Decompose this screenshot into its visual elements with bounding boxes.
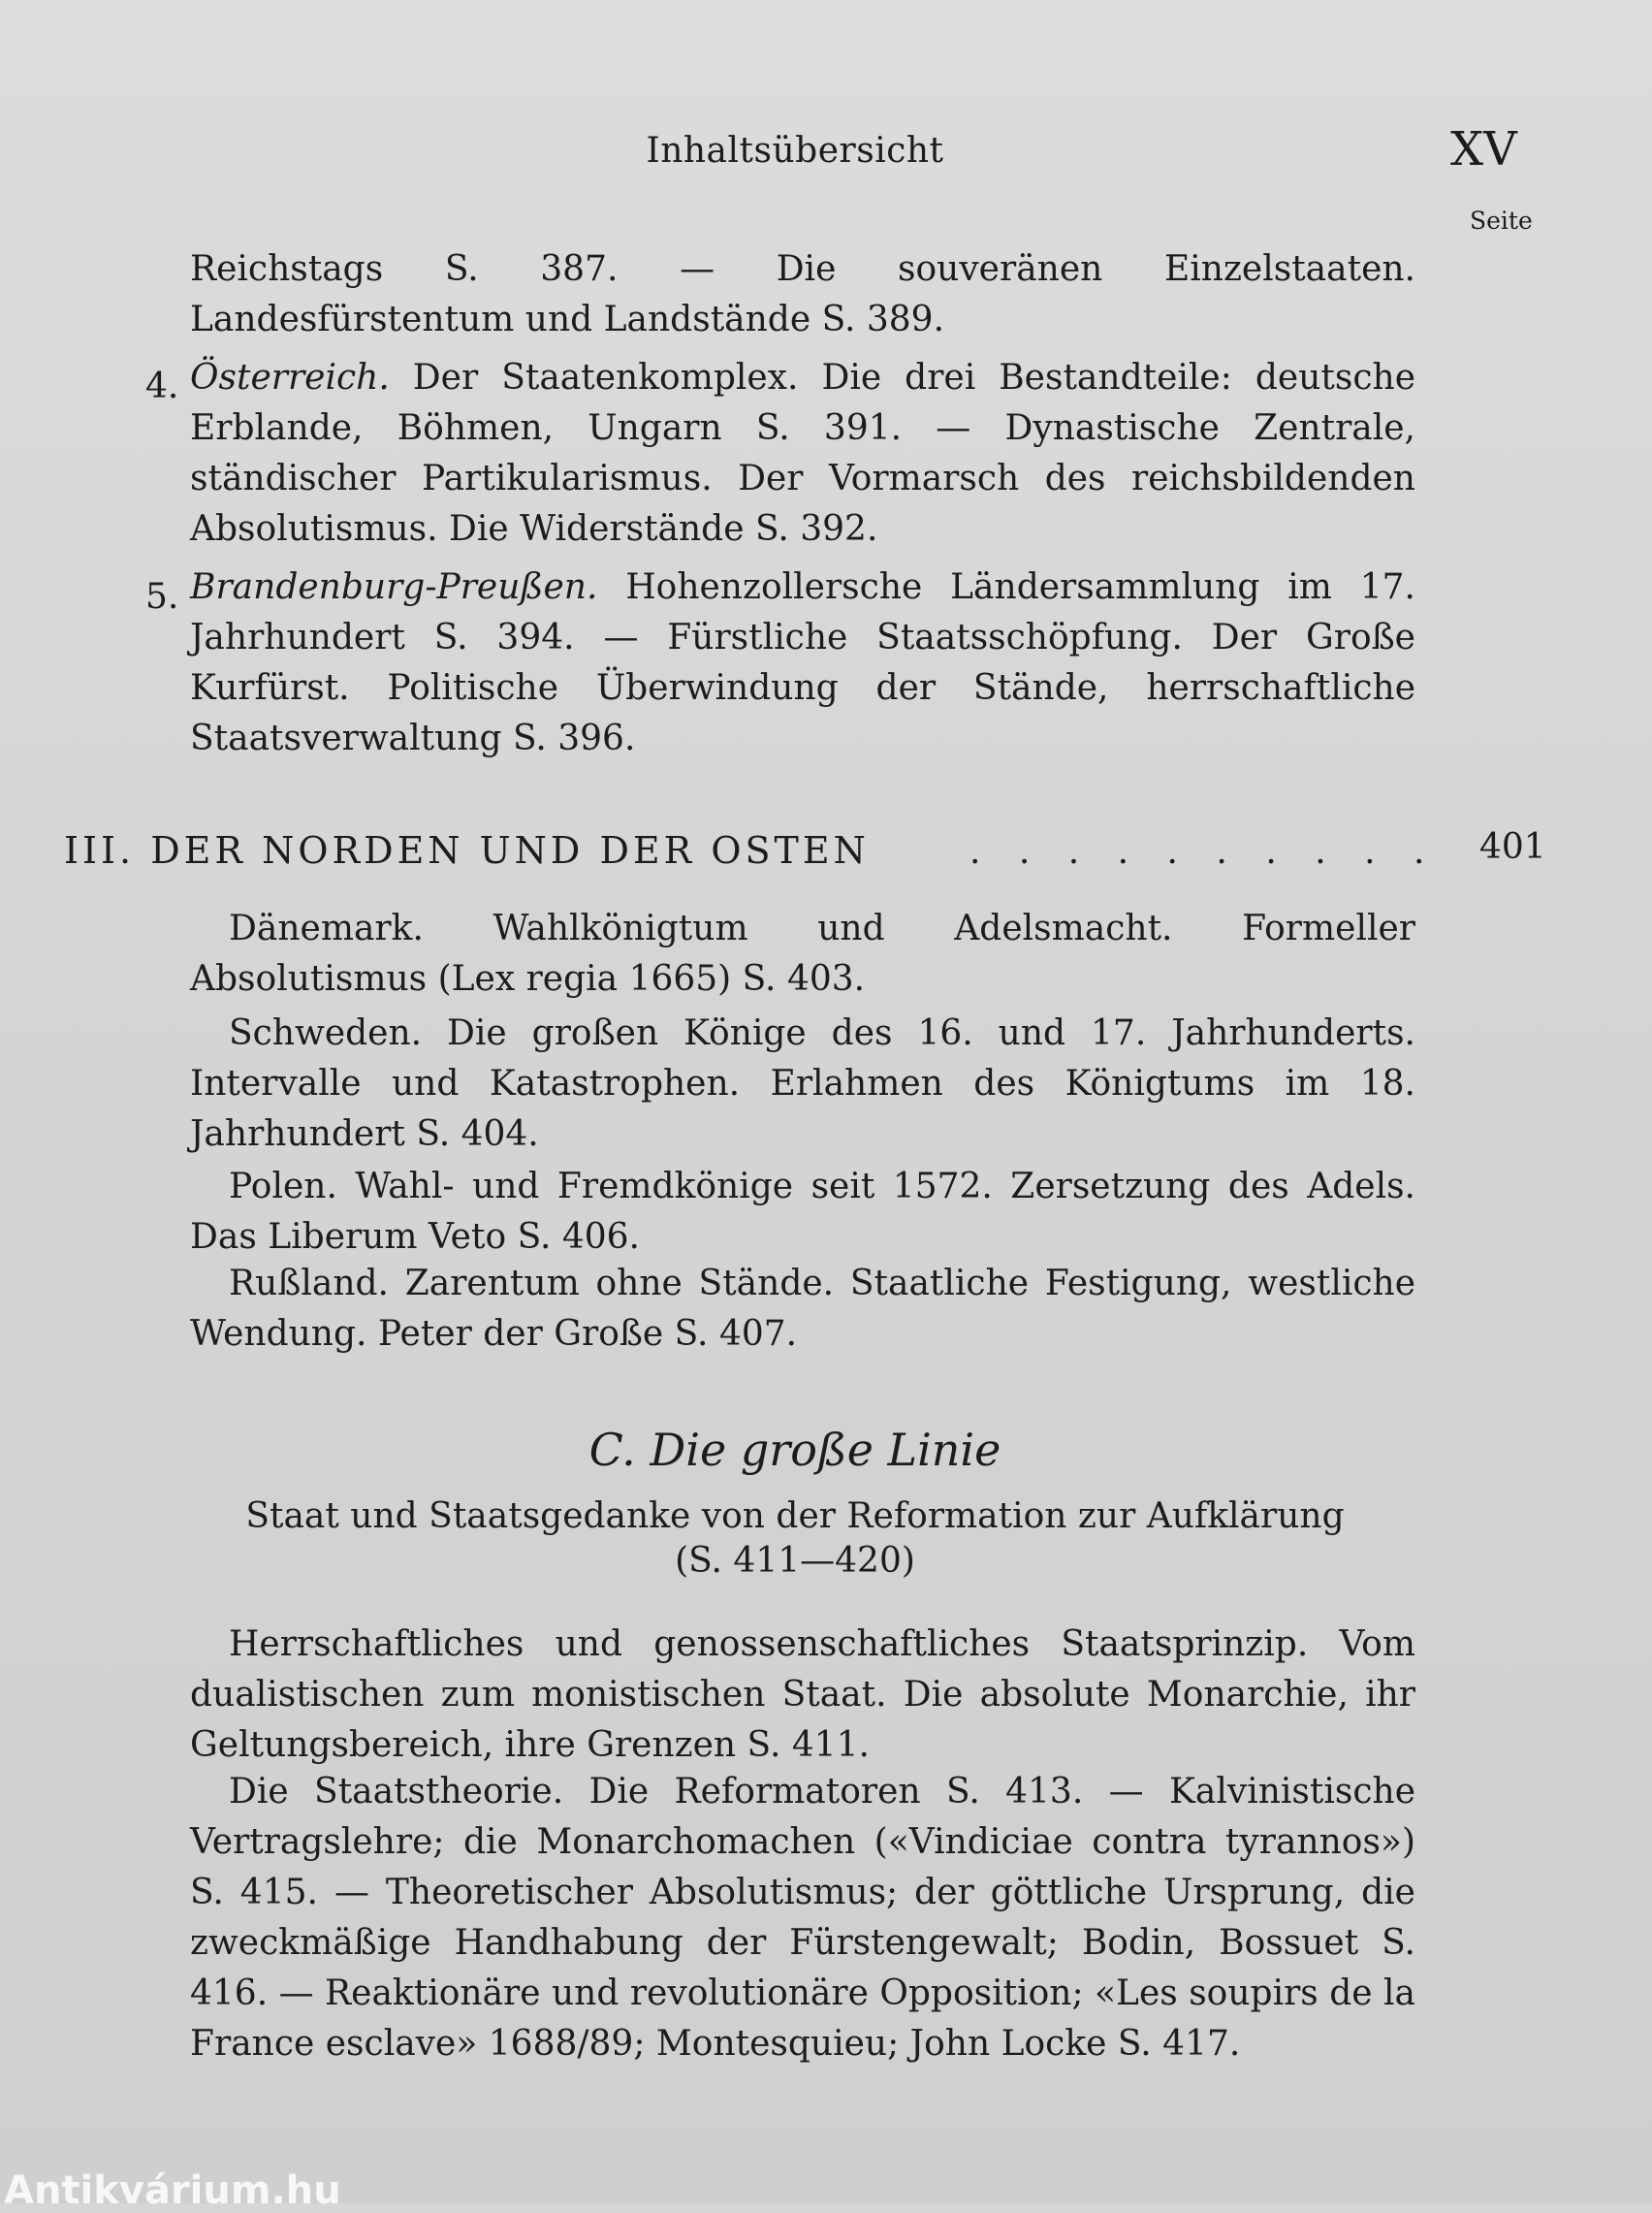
item-5-text: Hohenzollersche Ländersammlung im 17. Jahrhundert S. 394. — Fürstliche Staatsschöpfung. Der Große Kurfürst. Politische Überwindung der Stände, herrschaftliche Staatsverwaltung S. 396. bbox=[190, 567, 1415, 758]
item-4-number: 4. bbox=[145, 367, 179, 406]
paragraph-staatsprinzip: Herrschaftliches und genossenschaftliches Staatsprinzip. Vom dualistischen zum monistischen Staat. Die absolute Monarchie, ihr Geltungsbereich, ihre Grenzen S. 411. bbox=[190, 1624, 1415, 1765]
item-5-paragraph bbox=[190, 562, 1415, 764]
item-5-number: 5. bbox=[145, 577, 179, 617]
section-heading: III. DER NORDEN UND DER OSTEN bbox=[64, 829, 870, 872]
paragraph-russland: Rußland. Zarentum ohne Stände. Staatliche Festigung, westliche Wendung. Peter der Große S. 407. bbox=[190, 1264, 1415, 1354]
page-header-title: Inhaltsübersicht bbox=[646, 131, 944, 171]
paragraph-staatstheorie: Die Staatstheorie. Die Reformatoren S. 413. — Kalvinistische Vertragslehre; die Monarchomachen («Vindiciae contra tyrannos») S. 415. — Theoretischer Absolutismus; der göttliche Ursprung, die zweckmäßige Handhabung der Fürstengewalt; Bodin, Bossuet S. 416. — Reaktionäre und revolutionäre Opposition; «Les soupirs de la France esclave» 1688/89; Montesquieu; John Locke S. 417. bbox=[190, 1772, 1415, 2064]
seite-label: Seite bbox=[1470, 207, 1533, 235]
item-5-title: Brandenburg-Preußen. bbox=[190, 567, 598, 607]
item-4-title: Österreich. bbox=[190, 358, 390, 398]
paragraph-daenemark: Dänemark. Wahlkönigtum und Adelsmacht. Formeller Absolutismus (Lex regia 1665) S. 403. bbox=[190, 909, 1415, 999]
leader-dots: . . . . . . . . . . bbox=[969, 832, 1439, 872]
watermark: Antikvárium.hu bbox=[4, 2168, 341, 2213]
part-c-subtitle: Staat und Staatsgedanke von der Reformation zur Aufklärung bbox=[245, 1496, 1345, 1536]
section-page-number: 401 bbox=[1479, 827, 1546, 867]
paragraph-schweden: Schweden. Die großen Könige des 16. und 17. Jahrhunderts. Intervalle und Katastrophen. Erlahmen des Königtums im 18. Jahrhundert S. 404. bbox=[190, 1013, 1415, 1154]
part-c-page-range: (S. 411—420) bbox=[675, 1541, 915, 1581]
item-4-text: Der Staatenkomplex. Die drei Bestandteile: deutsche Erblande, Böhmen, Ungarn S. 391. — Dynastische Zentrale, ständischer Partikularismus. Der Vormarsch des reichsbildenden Absolutismus. Die Widerstände S. 392. bbox=[190, 358, 1415, 549]
continuation-paragraph: Reichstags S. 387. — Die souveränen Einzelstaaten. Landesfürstentum und Landstände S. 389. bbox=[190, 249, 1415, 339]
item-4-paragraph bbox=[190, 353, 1415, 555]
paragraph-polen: Polen. Wahl- und Fremdkönige seit 1572. Zersetzung des Adels. Das Liberum Veto S. 406. bbox=[190, 1167, 1415, 1257]
part-c-title: C. Die große Linie bbox=[588, 1424, 1001, 1476]
page-number: XV bbox=[1450, 122, 1517, 176]
